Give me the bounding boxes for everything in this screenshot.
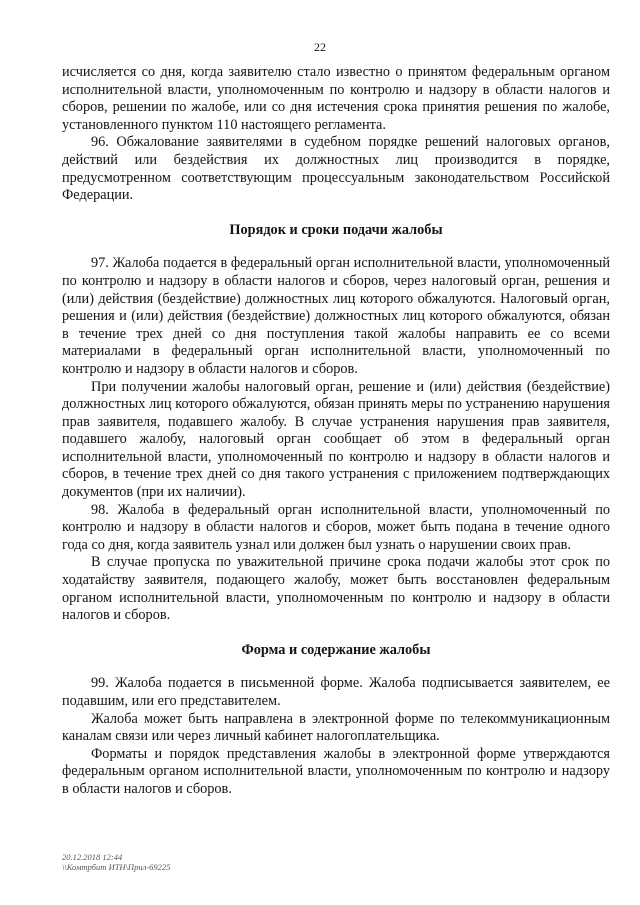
section-heading-submission-terms: Порядок и сроки подачи жалобы [229, 221, 443, 238]
spacer [62, 625, 610, 642]
paragraph-99: 99. Жалоба подается в письменной форме. Жалоба подписывается заявителем, ее подавшим, или его представителем. [62, 675, 610, 709]
paragraph-98: 98. Жалоба в федеральный орган исполнительной власти, уполномоченный по контролю и надзору в области налогов и сборов, может быть подана в течение одного года со дня, когда заявитель узнал или должен был узнать о нарушении своих прав. [62, 501, 610, 553]
paragraph-electronic-form: Жалоба может быть направлена в электронной форме по телекоммуникационным каналам связи или через личный кабинет налогоплательщика. [62, 710, 610, 745]
document-body [62, 64, 610, 799]
paragraph-deadline-restore: В случае пропуска по уважительной причине срока подачи жалобы этот срок по ходатайству заявителя, подающего жалобу, может быть восстановлен федеральным органом исполнительной власти, уполномоченным по контролю и надзору в области налогов и сборов. [62, 554, 610, 624]
document-footer [62, 852, 170, 872]
paragraph-97: 97. Жалоба подается в федеральный орган исполнительной власти, уполномоченный по контролю и надзору в области налогов и сборов, через налоговый орган, решения и (или) действия (бездействие) должностных лиц которого обжалуются. Налоговый орган, решения и (или) действия (бездействие) должностных лиц которого обжалуются, обязан в течение трех дней со дня поступления такой жалобы направить ее со всеми материалами в федеральный орган исполнительной власти, уполномоченный по контролю и надзору в области налогов и сборов. [62, 255, 610, 377]
page-number: 22 [314, 40, 326, 54]
paragraph-continuation: исчисляется со дня, когда заявителю стало известно о принятом федеральным органом исполнительной власти, уполномоченным по контролю и надзору в области налогов и сборов, решении по жалобе, или со дня истечения срока принятия решения по жалобе, установленного пунктом 110 настоящего регламента. [62, 64, 610, 133]
spacer [62, 205, 610, 222]
footer-file-path: \\Комтрбит ИТН\Прил-69225 [62, 862, 171, 872]
paragraph-complaint-receipt: При получении жалобы налоговый орган, решение и (или) действия (бездействие) должностных лиц которого обжалуются, обязан принять меры по устранению нарушения прав заявителя, подавшего жалобу. В случае устранения нарушения прав заявителя, подавшего жалобу, налоговый орган сообщает об этом в федеральный орган исполнительной власти, уполномоченный по контролю и надзору в области налогов и сборов, в течение трех дней со дня такого устранения с приложением подтверждающих документов (при их наличии). [62, 378, 610, 501]
paragraph-formats: Форматы и порядок представления жалобы в электронной форме утверждаются федеральным органом исполнительной власти, уполномоченным по контролю и надзору в области налогов и сборов. [62, 745, 610, 797]
spacer [62, 659, 610, 675]
footer-timestamp: 20.12.2018 12:44 [62, 852, 123, 862]
paragraph-96: 96. Обжалование заявителями в судебном порядке решений налоговых органов, действий или бездействия их должностных лиц производится в порядке, предусмотренном соответствующим процессуальным законодательством Российской Федерации. [62, 134, 610, 204]
spacer [62, 239, 610, 255]
section-heading-form-content: Форма и содержание жалобы [241, 641, 431, 658]
